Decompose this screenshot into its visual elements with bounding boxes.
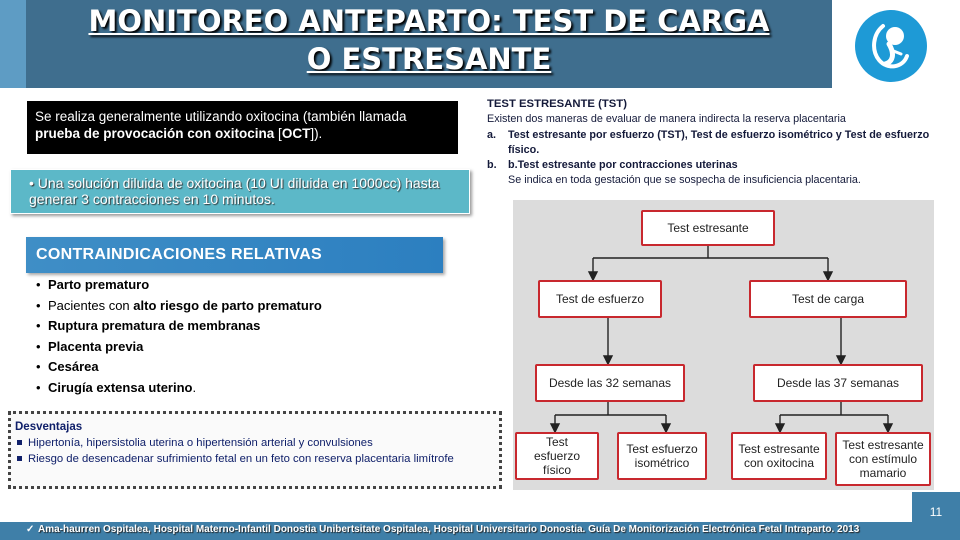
node-test-carga: Test de carga — [749, 280, 907, 318]
list-item: • Placenta previa — [36, 337, 322, 358]
disadvantages-box — [8, 411, 502, 489]
tst-text-block — [487, 97, 957, 189]
node-test-estresante: Test estresante — [641, 210, 775, 246]
contraindications-header: CONTRAINDICACIONES RELATIVAS — [26, 237, 443, 273]
node-estresante-estimulo: Test estresante con estímulo mamario — [835, 432, 931, 486]
page-title — [26, 2, 832, 78]
node-estresante-oxitocina: Test estresante con oxitocina — [731, 432, 827, 480]
page-number: 11 — [929, 505, 943, 519]
disadvantages-title: Desventajas — [15, 421, 83, 433]
intro-text-c: ]). — [310, 126, 323, 141]
list-item: • Parto prematuro — [36, 275, 322, 296]
node-desde-37: Desde las 37 semanas — [753, 364, 923, 402]
tst-title: TEST ESTRESANTE (TST) — [487, 98, 627, 110]
list-item: Riesgo de desencadenar sufrimiento fetal en un feto con reserva placentaria limítrofe — [15, 451, 499, 467]
node-test-esfuerzo: Test de esfuerzo — [538, 280, 662, 318]
header-accent-strip — [0, 0, 26, 88]
intro-box — [27, 101, 458, 154]
intro-text-bold-2: OCT — [281, 126, 311, 141]
list-item: • Cesárea — [36, 357, 322, 378]
title-line-2: O ESTRESANTE — [306, 42, 552, 76]
list-item: • Cirugía extensa uterino. — [36, 378, 322, 399]
tst-item-b: b. b.Test estresante por contracciones uterinas Se indica en toda gestación que se sospecha de insuficiencia placentaria. — [487, 158, 957, 189]
list-item: • Pacientes con alto riesgo de parto prematuro — [36, 296, 322, 317]
footer-citation: Ama-haurren Ospitalea, Hospital Materno-Infantil Donostia Unibertsitate Ospitalea, Hospital Universitario Donostia. Guía De Monitorización Electrónica Fetal Intraparto. 2013 — [38, 524, 860, 535]
solution-text: • Una solución diluida de oxitocina (10 UI diluida en 1000cc) hasta generar 3 contracciones en 10 minutos. — [29, 175, 440, 207]
check-icon: ✓ — [26, 524, 35, 535]
node-desde-32: Desde las 32 semanas — [535, 364, 685, 402]
tst-item-b-note: Se indica en toda gestación que se sospecha de insuficiencia placentaria. — [508, 174, 861, 187]
node-esfuerzo-isometrico: Test esfuerzo isométrico — [617, 432, 707, 480]
tst-item-a: a. Test estresante por esfuerzo (TST), Test de esfuerzo isométrico y Test de esfuerzo físico. — [487, 128, 930, 156]
fetus-icon — [855, 10, 927, 82]
solution-box — [10, 169, 470, 214]
list-item: Hipertonía, hipersistolia uterina o hipertensión arterial y convulsiones — [15, 435, 499, 451]
intro-text-bold: prueba de provocación con oxitocina — [35, 126, 275, 141]
node-esfuerzo-fisico: Test esfuerzo físico — [515, 432, 599, 480]
intro-text-a: Se realiza generalmente utilizando oxitocina (también llamada — [35, 109, 407, 124]
list-item: • Ruptura prematura de membranas — [36, 316, 322, 337]
contraindications-list — [36, 275, 322, 398]
tst-intro: Existen dos maneras de evaluar de manera indirecta la reserva placentaria — [487, 113, 846, 126]
title-line-1: MONITOREO ANTEPARTO: TEST DE CARGA — [88, 4, 770, 38]
intro-text-b: [ — [274, 126, 282, 141]
test-flow-diagram — [513, 200, 934, 490]
